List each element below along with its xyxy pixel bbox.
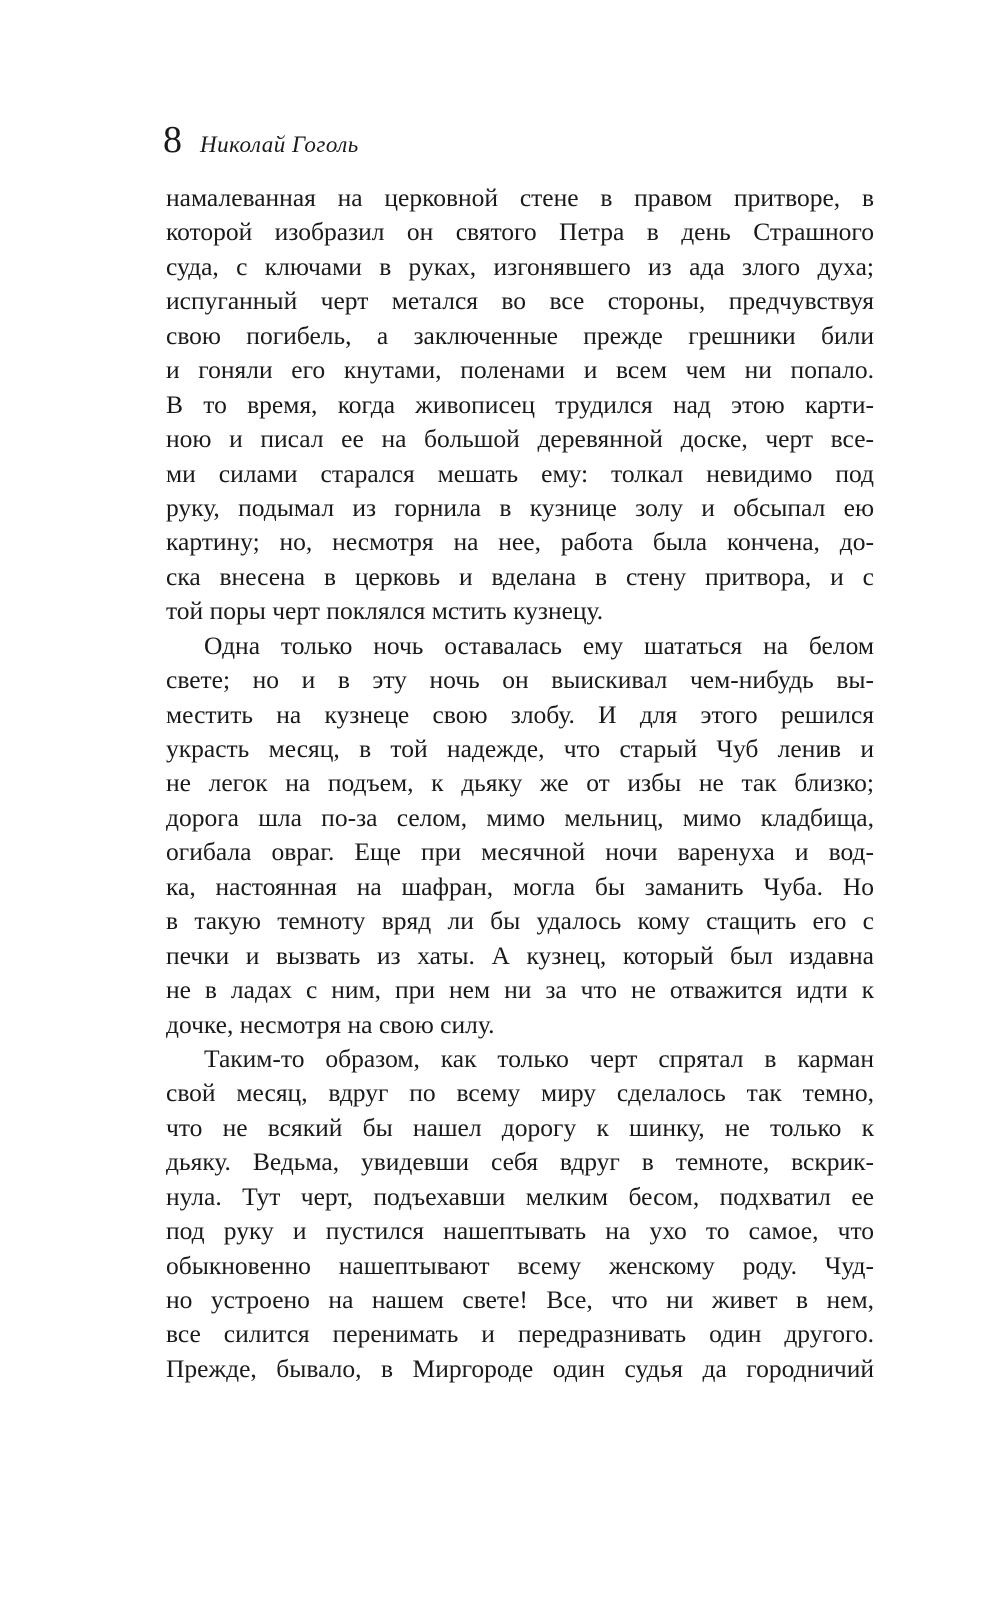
running-header xyxy=(163,118,359,168)
paragraph xyxy=(166,1042,874,1386)
text-line: намалеванная на церковной стене в правом притворе, в xyxy=(166,183,874,212)
text-line: В то время, когда живописец трудился над этою карти- xyxy=(166,389,874,419)
text-line: свою погибель, а заключенные прежде грешники били xyxy=(166,320,874,350)
text-line: и гоняли его кнутами, поленами и всем чем ни попало. xyxy=(166,355,874,385)
text-line: Одна только ночь оставалась ему шататься на белом xyxy=(204,630,874,660)
text-line: печки и вызвать из хаты. А кузнец, который был издавна xyxy=(166,940,874,970)
paragraph xyxy=(166,181,874,629)
text-line: испуганный черт метался во все стороны, предчувствуя xyxy=(166,286,874,316)
text-line: суда, с ключами в руках, изгонявшего из ада злого духа; xyxy=(166,251,874,281)
text-line: ска внесена в церковь и вделана в стену притвора, и с xyxy=(166,561,874,591)
text-line: в такую темноту вряд ли бы удалось кому стащить его с xyxy=(166,906,874,936)
text-line: но устроено на нашем свете! Все, что ни живет в нем, xyxy=(166,1285,874,1314)
running-title-author: Николай Гоголь xyxy=(200,132,359,157)
text-line: Таким-то образом, как только черт спрятал в карман xyxy=(204,1043,874,1073)
text-line: украсть месяц, в той надежде, что старый Чуб ленив и xyxy=(166,734,874,763)
text-line: дорога шла по-за селом, мимо мельниц, мимо кладбища, xyxy=(166,802,874,832)
text-line: которой изобразил он святого Петра в день Страшного xyxy=(166,217,874,247)
text-line: огибала овраг. Еще при месячной ночи варенуха и вод- xyxy=(166,837,874,867)
text-line: ною и писал ее на большой деревянной доске, черт все- xyxy=(166,424,874,454)
text-line: дьяку. Ведьма, увидевши себя вдруг в темноте, вскрик- xyxy=(166,1147,874,1177)
body-text xyxy=(166,181,874,1386)
text-line: нула. Тут черт, подъехавши мелким бесом, подхватил ее xyxy=(166,1181,874,1211)
text-line: не в ладах с ним, при нем ни за что не отважится идти к xyxy=(166,975,874,1005)
text-line: Прежде, бывало, в Миргороде один судья да городничий xyxy=(166,1353,874,1383)
text-line: ка, настоянная на шафран, могла бы заманить Чуба. Но xyxy=(166,871,874,901)
paragraph xyxy=(166,629,874,1042)
text-line: той поры черт поклялся мстить кузнецу. xyxy=(166,596,604,626)
text-line: не легок на подъем, к дьяку же от избы не так близко; xyxy=(166,768,874,798)
text-line: под руку и пустился нашептывать на ухо то самое, что xyxy=(166,1216,874,1246)
text-line: картину; но, несмотря на нее, работа была кончена, до- xyxy=(166,527,874,557)
text-line: дочке, несмотря на свою силу. xyxy=(166,1009,495,1039)
text-line: что не всякий бы нашел дорогу к шинку, не только к xyxy=(166,1112,874,1142)
text-line: свой месяц, вдруг по всему миру сделалось так темно, xyxy=(166,1078,874,1108)
text-line: местить на кузнеце свою злобу. И для этого решился xyxy=(166,699,874,729)
text-line: обыкновенно нашептывают всему женскому роду. Чуд- xyxy=(166,1250,874,1280)
text-line: все силится перенимать и передразнивать один другого. xyxy=(166,1319,874,1349)
page-number: 8 xyxy=(163,119,182,161)
text-line: ми силами старался мешать ему: толкал невидимо под xyxy=(166,458,874,488)
text-line: руку, подымал из горнила в кузнице золу и обсыпал ею xyxy=(166,492,874,522)
text-line: свете; но и в эту ночь он выискивал чем-нибудь вы- xyxy=(166,665,874,695)
